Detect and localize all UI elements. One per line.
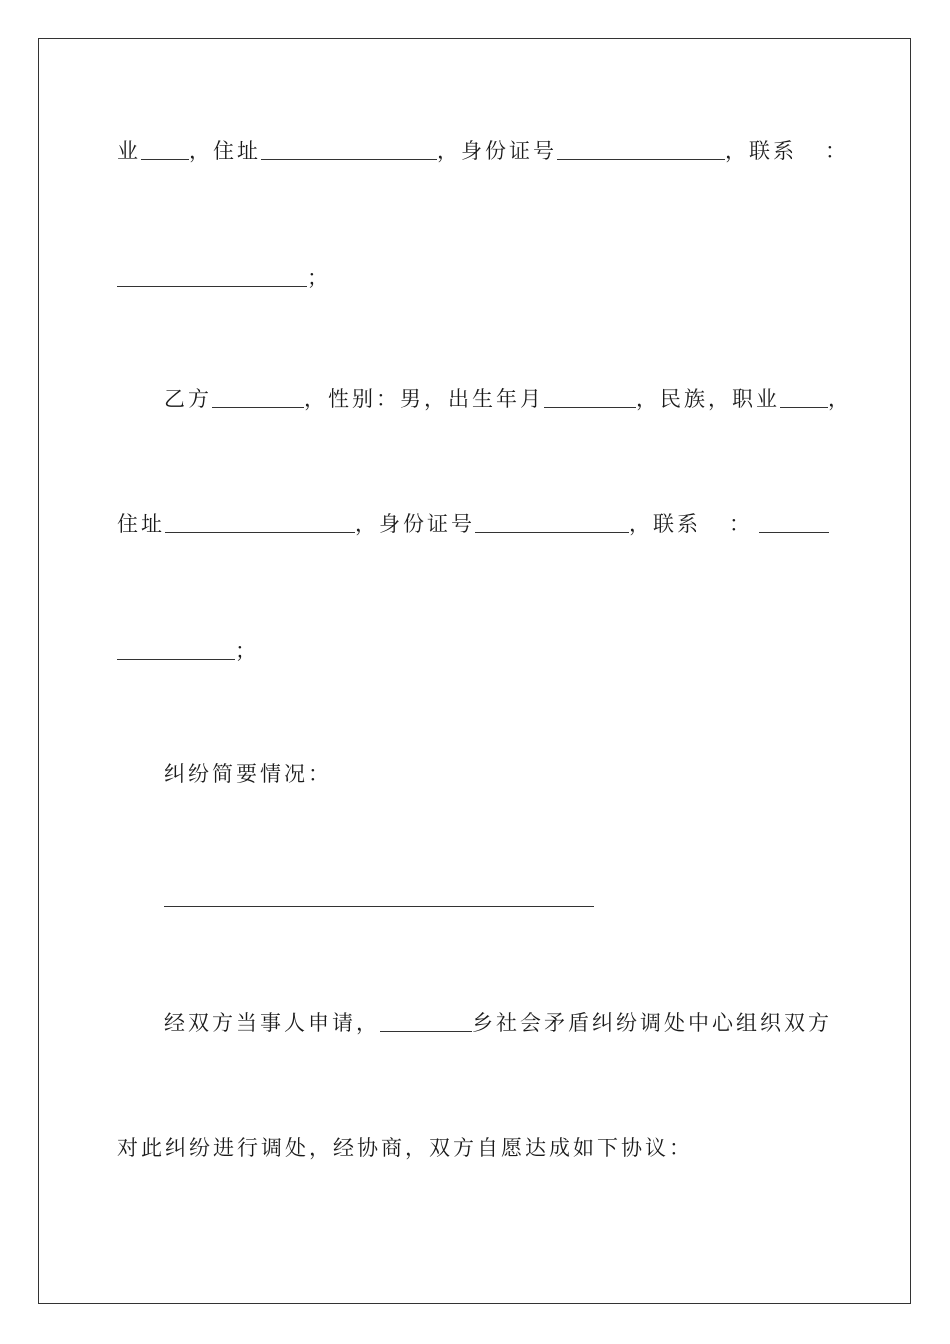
dispute-summary-blank[interactable] <box>164 906 594 907</box>
page-frame <box>38 38 911 1304</box>
occupation-blank[interactable] <box>780 387 828 408</box>
line-end: ； <box>307 266 331 290</box>
dispute-heading-text: 纠纷简要情况： <box>164 762 332 786</box>
contact-label: ，联系 <box>629 512 701 536</box>
address-blank[interactable] <box>261 139 437 160</box>
party-b-label: 乙方 <box>164 387 212 411</box>
contact-blank-start[interactable] <box>759 512 829 533</box>
contact-colon: ： <box>729 512 753 536</box>
party-b-address-line <box>117 510 857 538</box>
line-end: ； <box>235 639 259 663</box>
party-a-info-line <box>117 137 857 165</box>
occupation-blank[interactable] <box>141 139 189 160</box>
comma: ， <box>828 387 852 411</box>
contact-blank[interactable] <box>117 266 307 287</box>
address-label: 住址 <box>117 512 165 536</box>
contact-blank-end[interactable] <box>117 639 235 660</box>
birth-date-blank[interactable] <box>544 387 636 408</box>
ethnicity-text: ，民族，职业 <box>636 387 780 411</box>
id-label: ，身份证号 <box>437 139 557 163</box>
mediation-prefix: 经双方当事人申请， <box>164 1011 380 1035</box>
contact-label: ，联系 <box>725 139 797 163</box>
address-blank[interactable] <box>165 512 355 533</box>
mediation-line-1 <box>164 1009 904 1037</box>
party-a-contact-line <box>117 264 857 292</box>
township-blank[interactable] <box>380 1011 472 1032</box>
occupation-prefix: 业 <box>117 139 141 163</box>
dispute-summary-heading <box>164 760 904 788</box>
party-b-contact-line <box>117 637 857 665</box>
mediation-text-2: 对此纠纷进行调处，经协商，双方自愿达成如下协议： <box>117 1136 693 1160</box>
mediation-line-2 <box>117 1134 857 1162</box>
gender-text: ，性别：男，出生年月 <box>304 387 544 411</box>
party-b-name-blank[interactable] <box>212 387 304 408</box>
id-label: ，身份证号 <box>355 512 475 536</box>
contact-colon: ： <box>825 139 849 163</box>
id-number-blank[interactable] <box>475 512 629 533</box>
party-b-info-line <box>164 385 904 413</box>
id-number-blank[interactable] <box>557 139 725 160</box>
mediation-suffix: 乡社会矛盾纠纷调处中心组织双方 <box>472 1011 832 1035</box>
address-label: ，住址 <box>189 139 261 163</box>
